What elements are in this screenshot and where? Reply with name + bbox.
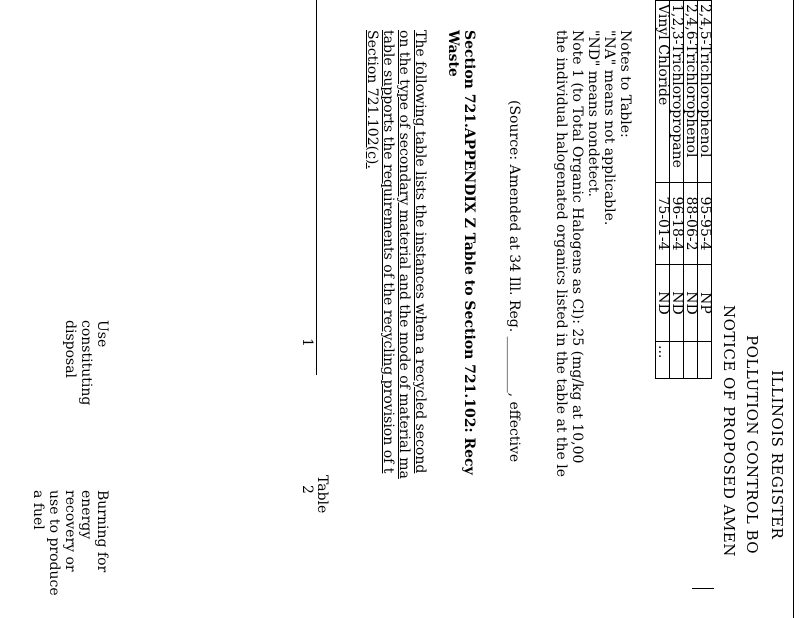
- constituent-name: 1,2,3-Trichloropropane: [670, 1, 684, 183]
- notice-heading: NOTICE OF PROPOSED AMEN: [720, 305, 738, 557]
- burning-heading-line-1: Burning for: [94, 490, 110, 573]
- note-1-line-2: the individual halogenated organics listed in the table at the le: [553, 30, 569, 478]
- use-heading-line-1: Use: [94, 320, 110, 348]
- table-row: [684, 1, 698, 379]
- value-cell: [684, 342, 698, 379]
- board-heading: POLLUTION CONTROL BO: [743, 335, 761, 555]
- notes-heading: Notes to Table:: [617, 30, 633, 138]
- value-cell: ...: [656, 342, 670, 379]
- table-row: [670, 1, 684, 379]
- note-1-line-1: Note 1 (to Total Organic Halogens as Cl): 25 (mg/kg at 10,00: [569, 30, 585, 464]
- page-edge-mark: [692, 588, 714, 589]
- value-cell: ND: [656, 265, 670, 342]
- constituent-name: 2,4,6-Trichlorophenol: [684, 1, 698, 183]
- table-row: [656, 1, 670, 379]
- cas-number: 95-95-4: [698, 183, 712, 265]
- use-heading-line-2: constituting: [78, 320, 94, 406]
- section-heading-line-1: Section 721.APPENDIX Z Table to Section 721.102: Recy: [461, 30, 477, 475]
- table-row: [698, 1, 712, 379]
- burning-heading-line-5: a fuel: [30, 490, 46, 530]
- cas-number: 96-18-4: [670, 183, 684, 265]
- top-rule: [793, 0, 794, 618]
- paragraph-line-1: The following table lists the instances when a recycled second: [412, 30, 428, 474]
- value-cell: NP: [698, 265, 712, 342]
- section-heading-line-2: Waste: [445, 30, 461, 77]
- value-cell: [698, 342, 712, 379]
- cas-number: 88-06-2: [684, 183, 698, 265]
- source-note: (Source: Amended at 34 Ill. Reg. ________, effective: [506, 100, 522, 463]
- paragraph-line-2: on the type of secondary material and the mode of material ma: [396, 30, 412, 479]
- burning-heading-line-2: energy: [78, 490, 94, 540]
- table-2-top-rule: [316, 0, 317, 375]
- table-2-column-2-label: 2: [299, 485, 315, 494]
- burning-heading-line-3: recovery or: [62, 490, 78, 572]
- burning-heading-line-4: use to produce: [46, 490, 62, 596]
- constituent-table: [655, 0, 712, 379]
- value-cell: ND: [684, 265, 698, 342]
- note-na: "NA" means not applicable.: [601, 30, 617, 226]
- constituent-name: 2,4,5-Trichlorophenol: [698, 1, 712, 183]
- constituent-name: Vinyl Chloride: [656, 1, 670, 183]
- note-nd: "ND" means nondetect.: [585, 30, 601, 197]
- paragraph-line-4: Section 721.102(c).: [364, 30, 380, 169]
- value-cell: [670, 342, 684, 379]
- value-cell: ND: [670, 265, 684, 342]
- paragraph-line-3: table supports the requirements of the recycling provision of t: [380, 30, 396, 474]
- register-heading: ILLINOIS REGISTER: [768, 370, 786, 540]
- table-2-title: Table: [314, 475, 330, 514]
- table-2-column-1-label: 1: [299, 338, 315, 347]
- use-heading-line-3: disposal: [62, 320, 78, 379]
- cas-number: 75-01-4: [656, 183, 670, 265]
